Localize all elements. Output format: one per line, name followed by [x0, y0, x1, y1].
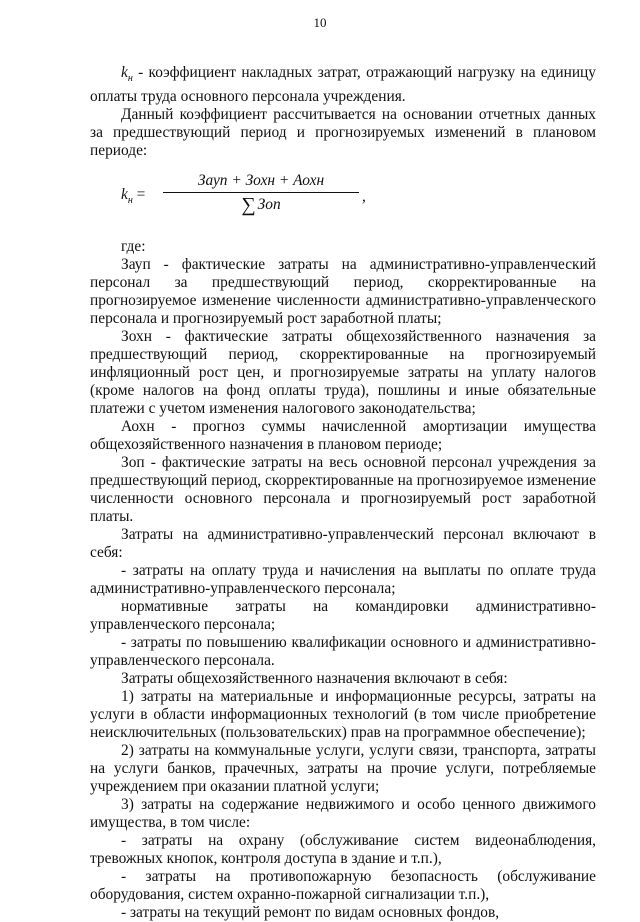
document-body — [90, 64, 596, 922]
formula-lhs: $k_н$ = — [121, 186, 146, 207]
aup-cost-item-salary: - затраты на оплату труда и начисления на выплаты по оплате труда административно-управленческого персонала; — [90, 562, 596, 598]
ohn-cost-item-1: 1) затраты на материальные и информационные ресурсы, затраты на услуги в области информационных технологий (в том числе приобретение неисключительных (пользовательских) прав на программное обеспечение); — [90, 688, 596, 742]
ohn-cost-item-3: 3) затраты на содержание недвижимого и особо ценного движимого имущества, в том числе: — [90, 796, 596, 832]
paragraph-coefficient-basis: Данный коэффициент рассчитывается на основании отчетных данных за предшествующий период и прогнозируемых изменений в плановом периоде: — [90, 106, 596, 160]
ohn-cost-item-2: 2) затраты на коммунальные услуги, услуги связи, транспорта, затраты на услуги банков, прачечных, затраты на прочие услуги, потребляемые учреждением при оказании платной услуги; — [90, 742, 596, 796]
formula-fraction — [163, 172, 359, 217]
where-label: где: — [121, 238, 146, 256]
ohn-cost-item-3-repair: - затраты на текущий ремонт по видам основных фондов, — [121, 904, 500, 922]
ohn-cost-item-3-security: - затраты на охрану (обслуживание систем видеонаблюдения, тревожных кнопок, контроля доступа в здание и т.п.), — [90, 832, 596, 868]
paragraph-kn-definition: $k_н$ - коэффициент накладных затрат, отражающий нагрузку на единицу оплаты труда основного персонала учреждения. — [90, 64, 596, 106]
overhead-coefficient-formula — [90, 160, 596, 238]
definition-zop: Зоп - фактические затраты на весь основной персонал учреждения за предшествующий период, скорректированные на прогнозируемое изменение численности основного персонала и прогнозируемый рост заработной платы. — [90, 454, 596, 526]
formula-numerator: Зауп + Зохн + Аохн — [163, 172, 359, 193]
definition-zohn: Зохн - фактические затраты общехозяйственного назначения за предшествующий период, скорректированные на прогнозируемый инфляционный рост цен, и прогнозируемые затраты на уплату налогов (кроме налогов на фонд оплаты труда), пошлины и иные обязательные платежи с учетом изменения налогового законодательства; — [90, 328, 596, 418]
ohn-costs-intro: Затраты общехозяйственного назначения включают в себя: — [121, 670, 508, 688]
definition-zaup: Зауп - фактические затраты на административно-управленческий персонал за предшествующий период, скорректированные на прогнозируемое изменение численности административно-управленческого персонала и прогнозируемый рост заработной платы; — [90, 256, 596, 328]
aup-cost-item-travel: нормативные затраты на командировки административно-управленческого персонала; — [90, 598, 596, 634]
sigma-symbol: ∑ — [241, 194, 256, 217]
aup-costs-intro: Затраты на административно-управленческий персонал включают в себя: — [90, 526, 596, 562]
aup-cost-item-training: - затраты по повышению квалификации основного и административно-управленческого персонала. — [90, 634, 596, 670]
formula-comma: , — [362, 188, 366, 206]
formula-denominator: ∑ Зоп — [241, 194, 281, 217]
ohn-cost-item-3-fire-safety: - затраты на противопожарную безопасность (обслуживание оборудования, систем охранно-пожарной сигнализации т.п.), — [90, 868, 596, 904]
page-number: 10 — [313, 15, 327, 30]
kn-symbol: $k_н$ — [121, 64, 133, 85]
definition-aohn: Аохн - прогноз суммы начисленной амортизации имущества общехозяйственного назначения в плановом периоде; — [90, 418, 596, 454]
